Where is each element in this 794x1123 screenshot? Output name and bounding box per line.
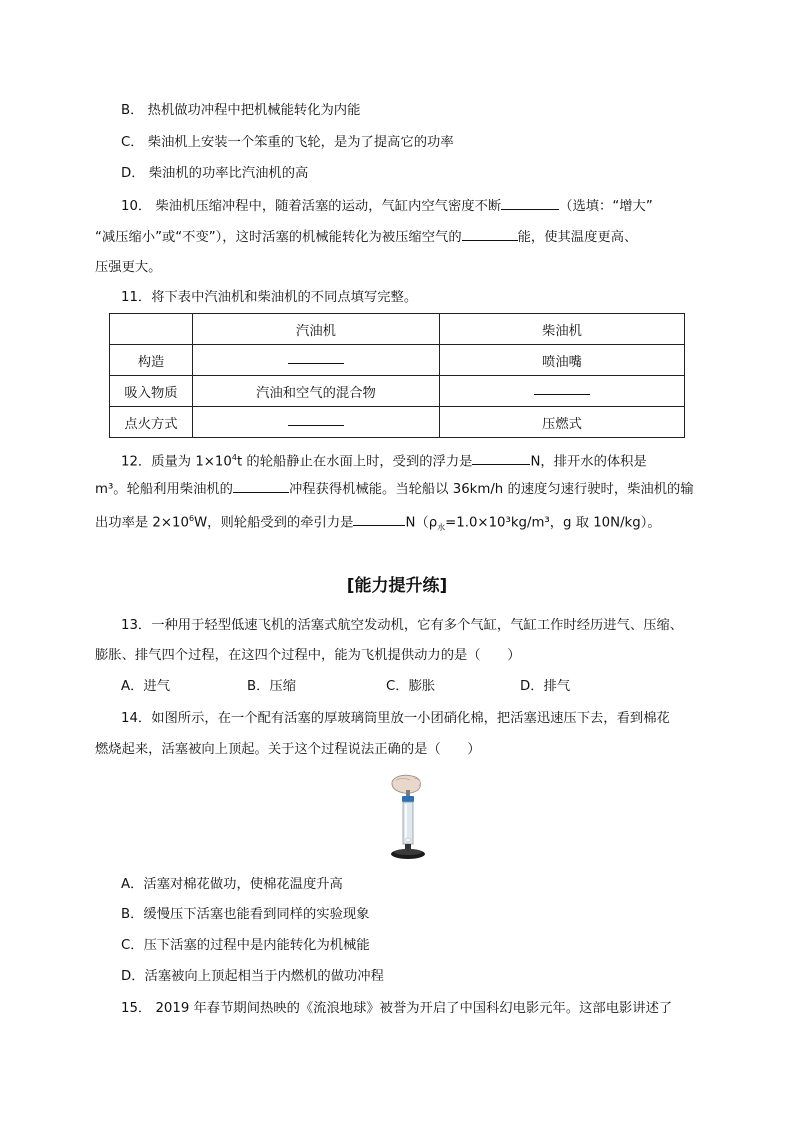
q12-line-2 xyxy=(95,480,694,499)
table-row xyxy=(110,345,685,376)
answer-blank[interactable] xyxy=(288,415,344,426)
q9-option-b: B． 热机做功冲程中把机械能转化为内能 xyxy=(121,103,361,118)
q12-line-3 xyxy=(95,510,661,537)
q12-sup: 6 xyxy=(188,514,195,523)
q10-blank-1[interactable] xyxy=(501,197,559,210)
q11-prompt: 11．将下表中汽油机和柴油机的不同点填写完整。 xyxy=(121,290,418,305)
q13-option-a[interactable]: A．进气 xyxy=(121,679,170,694)
q10-line-2 xyxy=(95,228,637,247)
q12-text: N，排开水的体积是 xyxy=(530,454,647,470)
q10-blank-2[interactable] xyxy=(462,228,518,241)
q10-text-4: 能，使其温度更高、 xyxy=(517,230,638,245)
q12-text: 12．质量为 1×10 xyxy=(121,454,232,470)
q12-text: m³。轮船利用柴油机的 xyxy=(95,482,233,497)
table-header-cell xyxy=(110,314,193,345)
table-cell-blank[interactable] xyxy=(193,345,440,376)
table-header-row xyxy=(110,314,685,345)
table-header-cell: 汽油机 xyxy=(193,314,440,345)
q10-line-1 xyxy=(121,197,653,216)
q12-sup: 4 xyxy=(231,453,237,462)
q15-line-1: 15． 2019 年春节期间热映的《流浪地球》被誉为开启了中国科幻电影元年。这部电影讲述了 xyxy=(121,1001,673,1016)
q13-option-b[interactable]: B．压缩 xyxy=(247,679,297,694)
table-header-cell: 柴油机 xyxy=(440,314,685,345)
table-row xyxy=(110,407,685,438)
q13-option-d[interactable]: D．排气 xyxy=(520,679,571,694)
q12-text: 冲程获得机械能。当轮船以 36km/h 的速度匀速行驶时，柴油机的输 xyxy=(288,482,694,497)
table-row xyxy=(110,376,685,407)
q9-option-c: C． 柴油机上安装一个笨重的飞轮，是为了提高它的功率 xyxy=(121,135,454,150)
q12-text: W，则轮船受到的牵引力是 xyxy=(194,515,354,531)
q14-option-c[interactable]: C．压下活塞的过程中是内能转化为机械能 xyxy=(121,938,370,953)
q14-line-2: 燃烧起来，活塞被向上顶起。关于这个过程说法正确的是（ ） xyxy=(95,742,481,757)
q12-text: t 的轮船静止在水面上时，受到的浮力是 xyxy=(236,454,473,470)
answer-blank[interactable] xyxy=(534,384,590,395)
comparison-table xyxy=(109,313,685,438)
q13-option-c[interactable]: C．膨胀 xyxy=(386,679,436,694)
table-cell-blank[interactable] xyxy=(193,407,440,438)
q12-text: =1.0×10³kg/m³，g 取 10N/kg）。 xyxy=(445,515,661,531)
table-row-label: 构造 xyxy=(110,345,193,376)
q10-line-3: 压强更大。 xyxy=(95,260,162,275)
section-title: [能力提升练] xyxy=(346,576,448,596)
answer-blank[interactable] xyxy=(288,353,344,364)
q10-text-1: 10． 柴油机压缩冲程中，随着活塞的运动，气缸内空气密度不断 xyxy=(121,199,502,214)
q12-blank-1[interactable] xyxy=(472,452,530,465)
q12-text: N（ρ xyxy=(405,515,438,531)
q12-blank-3[interactable] xyxy=(353,513,405,526)
q14-option-d[interactable]: D．活塞被向上顶起相当于内燃机的做功冲程 xyxy=(121,969,384,984)
table-row-label: 点火方式 xyxy=(110,407,193,438)
table-cell: 喷油嘴 xyxy=(440,345,685,376)
table-cell-blank[interactable] xyxy=(440,376,685,407)
q10-text-3: “减压缩小”或“不变”），这时活塞的机械能转化为被压缩空气的 xyxy=(95,230,462,245)
piston-cylinder-figure xyxy=(378,772,438,864)
q12-line-1 xyxy=(121,449,647,471)
q12-blank-2[interactable] xyxy=(233,480,289,493)
q12-sub: 水 xyxy=(437,523,446,533)
q14-option-b[interactable]: B．缓慢压下活塞也能看到同样的实验现象 xyxy=(121,907,370,922)
table-cell: 压燃式 xyxy=(440,407,685,438)
q14-option-a[interactable]: A．活塞对棉花做功，使棉花温度升高 xyxy=(121,877,343,892)
table-row-label: 吸入物质 xyxy=(110,376,193,407)
q9-option-d: D． 柴油机的功率比汽油机的高 xyxy=(121,166,309,181)
piston-cylinder-icon xyxy=(378,772,438,864)
q10-text-2: （选填：“增大” xyxy=(559,199,653,214)
q13-line-2: 膨胀、排气四个过程，在这四个过程中，能为飞机提供动力的是（ ） xyxy=(95,648,521,663)
q13-line-1: 13．一种用于轻型低速飞机的活塞式航空发动机，它有多个气缸，气缸工作时经历进气、压缩、 xyxy=(121,618,684,633)
q12-text: 出功率是 2×10 xyxy=(95,515,189,531)
q14-line-1: 14．如图所示，在一个配有活塞的厚玻璃筒里放一小团硝化棉，把活塞迅速压下去，看到棉花 xyxy=(121,711,670,726)
table-cell: 汽油和空气的混合物 xyxy=(193,376,440,407)
